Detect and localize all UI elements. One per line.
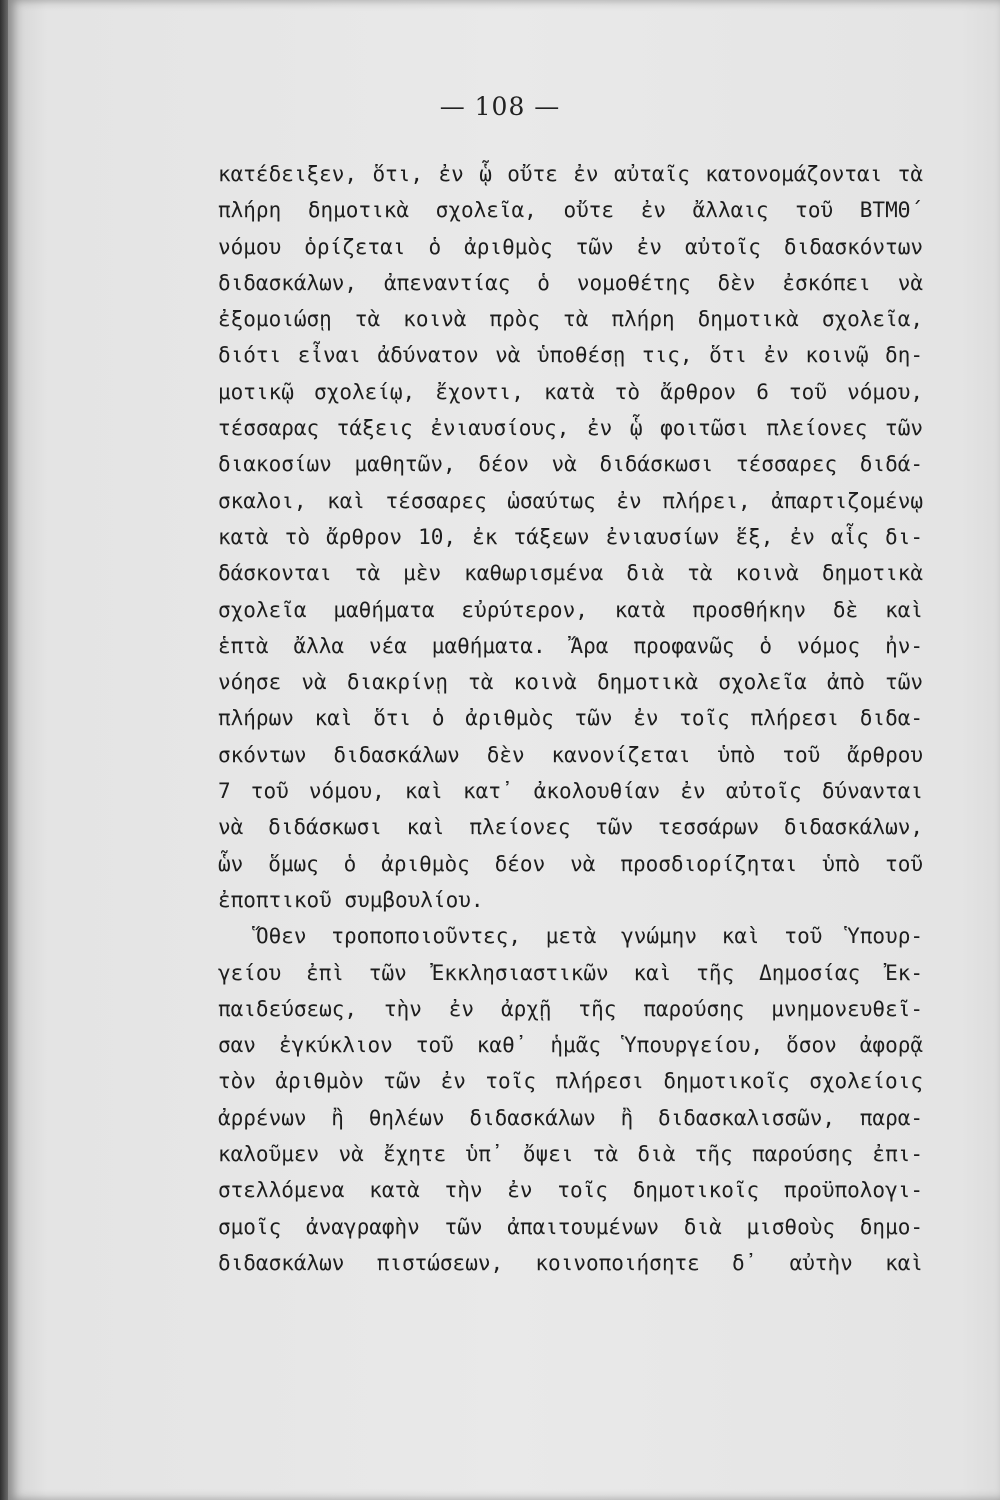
text-line: 7 τοῦ νόμου, καὶ κατ᾽ ἀκολουθίαν ἐν αὐτοῖς δύνανται	[218, 779, 923, 804]
text-line: διδασκάλων, ἀπεναντίας ὁ νομοθέτης δὲν ἐσκόπει νὰ	[218, 270, 923, 295]
text-line: μοτικῷ σχολείῳ, ἔχοντι, κατὰ τὸ ἄρθρον 6 τοῦ νόμου,	[218, 379, 923, 404]
text-line: σαν ἐγκύκλιον τοῦ καθ᾽ ἡμᾶς Ὑπουργείου, ὅσον ἀφορᾷ	[218, 1033, 923, 1058]
text-line: σμοῖς ἀναγραφὴν τῶν ἀπαιτουμένων διὰ μισθοὺς δημο-	[218, 1214, 923, 1239]
text-line: ἑπτὰ ἄλλα νέα μαθήματα. Ἄρα προφανῶς ὁ νόμος ἠν-	[218, 633, 923, 658]
text-line: νόμου ὁρίζεται ὁ ἀριθμὸς τῶν ἐν αὐτοῖς διδασκόντων	[218, 234, 923, 259]
text-line: ἐποπτικοῦ συμβουλίου.	[218, 887, 484, 912]
text-line: πλήρη δημοτικὰ σχολεῖα, οὔτε ἐν ἄλλαις τοῦ ΒΤΜΘ΄	[218, 198, 923, 223]
text-line: νὰ διδάσκωσι καὶ πλείονες τῶν τεσσάρων διδασκάλων,	[218, 815, 923, 840]
text-line: σχολεῖα μαθήματα εὐρύτερον, κατὰ προσθήκην δὲ καὶ	[218, 597, 923, 622]
text-line: στελλόμενα κατὰ τὴν ἐν τοῖς δημοτικοῖς προϋπολογι-	[218, 1178, 923, 1203]
text-line: νόησε νὰ διακρίνῃ τὰ κοινὰ δημοτικὰ σχολεῖα ἀπὸ τῶν	[218, 670, 923, 695]
text-line: δάσκονται τὰ μὲν καθωρισμένα διὰ τὰ κοινὰ δημοτικὰ	[218, 561, 923, 586]
text-line: πλήρων καὶ ὅτι ὁ ἀριθμὸς τῶν ἐν τοῖς πλήρεσι διδα-	[218, 706, 923, 731]
text-line: καλοῦμεν νὰ ἔχητε ὑπ᾽ ὄψει τὰ διὰ τῆς παρούσης ἐπι-	[218, 1142, 923, 1167]
text-line: διότι εἶναι ἀδύνατον νὰ ὑποθέσῃ τις, ὅτι ἐν κοινῷ δη-	[218, 343, 923, 368]
text-line: σκαλοι, καὶ τέσσαρες ὡσαύτως ἐν πλήρει, ἀπαρτιζομένῳ	[218, 488, 923, 513]
text-line: τὸν ἀριθμὸν τῶν ἐν τοῖς πλήρεσι δημοτικοῖς σχολείοις	[218, 1069, 923, 1094]
text-line: τέσσαρας τάξεις ἐνιαυσίους, ἐν ᾧ φοιτῶσι πλείονες τῶν	[218, 416, 923, 441]
text-line: ἐξομοιώσῃ τὰ κοινὰ πρὸς τὰ πλήρη δημοτικὰ σχολεῖα,	[218, 307, 923, 332]
page-body-text	[218, 156, 923, 1281]
text-line: διδασκάλων πιστώσεων, κοινοποιήσητε δ᾽ αὐτὴν καὶ	[218, 1250, 923, 1275]
page-number: — 108 —	[439, 92, 561, 121]
text-line: διακοσίων μαθητῶν, δέον νὰ διδάσκωσι τέσσαρες διδά-	[218, 452, 923, 477]
text-line: ἀρρένων ἢ θηλέων διδασκάλων ἢ διδασκαλισσῶν, παρα-	[218, 1105, 923, 1130]
text-line: Ὅθεν τροποποιοῦντες, μετὰ γνώμην καὶ τοῦ Ὑπουρ-	[256, 924, 923, 949]
text-line: σκόντων διδασκάλων δὲν κανονίζεται ὑπὸ τοῦ ἄρθρου	[218, 742, 923, 767]
text-line: παιδεύσεως, τὴν ἐν ἀρχῇ τῆς παρούσης μνημονευθεῖ-	[218, 996, 923, 1021]
text-line: ὧν ὅμως ὁ ἀριθμὸς δέον νὰ προσδιορίζηται ὑπὸ τοῦ	[218, 851, 923, 876]
text-line: γείου ἐπὶ τῶν Ἐκκλησιαστικῶν καὶ τῆς Δημοσίας Ἐκ-	[218, 960, 923, 985]
text-line: κατὰ τὸ ἄρθρον 10, ἐκ τάξεων ἐνιαυσίων ἕξ, ἐν αἷς δι-	[218, 524, 923, 549]
text-line: κατέδειξεν, ὅτι, ἐν ᾧ οὔτε ἐν αὐταῖς κατονομάζονται τὰ	[218, 162, 923, 186]
book-gutter-edge	[0, 0, 8, 1500]
